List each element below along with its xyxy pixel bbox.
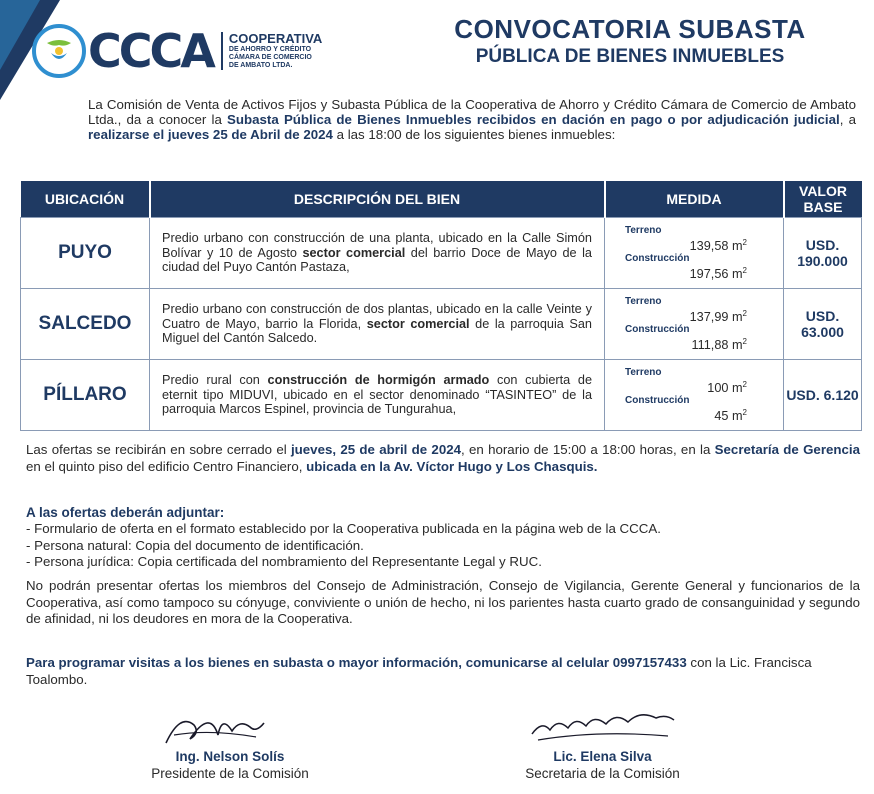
construccion-value: 197,56 $m^2$ bbox=[689, 266, 747, 282]
row-measure bbox=[605, 218, 784, 289]
intro-paragraph bbox=[88, 97, 856, 142]
logo-letters: CCCA bbox=[88, 24, 213, 78]
table-row bbox=[21, 289, 862, 360]
construccion-label: Construcción bbox=[625, 253, 690, 264]
row-location: PÍLLARO bbox=[21, 360, 150, 431]
restrictions-paragraph: No podrán presentar ofertas los miembros del Consejo de Administración, Consejo de Vigilancia, Gerente General y funcionarios de la Cooperativa, así como tampoco su cónyuge, conviviente o unión de hecho, ni los parientes hasta cuarto grado de consanguinidad y segundo de afinidad, ni los deudores en mora de la Cooperativa. bbox=[26, 578, 860, 626]
row-measure bbox=[605, 360, 784, 431]
header-valor: VALOR BASE bbox=[784, 181, 862, 218]
signature-1-scribble bbox=[160, 705, 270, 753]
row-description bbox=[150, 218, 605, 289]
attach-title: A las ofertas deberán adjuntar: bbox=[26, 505, 225, 520]
terreno-label: Terreno bbox=[625, 295, 662, 307]
unit: m bbox=[731, 409, 743, 424]
unit: m bbox=[731, 381, 743, 395]
offers-text: Las ofertas se recibirán en sobre cerrado el bbox=[26, 442, 291, 457]
table-row bbox=[21, 218, 862, 289]
table-header-row bbox=[21, 181, 862, 218]
unit: m bbox=[731, 267, 743, 282]
list-item: - Formulario de oferta en el formato establecido por la Cooperativa publicada en la página web de la CCCA. bbox=[26, 521, 661, 536]
construccion-value: 45 $m^2$ bbox=[714, 408, 747, 424]
row-value: USD. 63.000 bbox=[784, 289, 862, 360]
signer-name: Ing. Nelson Solís bbox=[175, 749, 285, 764]
signer-name: Lic. Elena Silva bbox=[553, 749, 652, 764]
offers-bold: ubicada en la Av. Víctor Hugo y Los Chasquis. bbox=[306, 458, 598, 474]
construccion-number: 111,88 bbox=[691, 338, 729, 353]
row-location: PUYO bbox=[21, 218, 150, 289]
unit: m bbox=[731, 239, 743, 253]
construccion-label: Construcción bbox=[625, 324, 690, 335]
terreno-value: 100 $m^2$ bbox=[707, 379, 747, 395]
offers-paragraph bbox=[26, 442, 860, 475]
desc-text: del barrio Doce de Mayo de la ciudad del Puyo Cantón Pastaza, bbox=[162, 245, 592, 275]
title-line2: PÚBLICA DE BIENES INMUEBLES bbox=[475, 46, 785, 67]
terreno-number: 139,58 bbox=[689, 239, 729, 253]
list-item: - Persona natural: Copia del documento de identificación. bbox=[26, 537, 364, 553]
header-descripcion: DESCRIPCIÓN DEL BIEN bbox=[150, 181, 605, 218]
logo-emblem-icon bbox=[32, 24, 86, 78]
construccion-value: 111,88 $m^2$ bbox=[691, 337, 747, 353]
terreno-value: 139,58 $m^2$ bbox=[689, 237, 747, 253]
construccion-number: 45 bbox=[714, 409, 729, 424]
title-line1: CONVOCATORIA SUBASTA bbox=[454, 14, 806, 44]
table-row bbox=[21, 360, 862, 431]
signature-1 bbox=[120, 748, 340, 782]
signer-role: Secretaria de la Comisión bbox=[525, 766, 680, 781]
construccion-number: 197,56 bbox=[689, 267, 729, 282]
intro-text-1: La Comisión de Venta de Activos Fijos y Subasta Pública de la Cooperativa de Ahorro y Crédito Cámara de Comercio de Ambato Ltda., da a conocer la bbox=[88, 97, 856, 127]
contact-text: con la Lic. Francisca Toalombo. bbox=[26, 655, 812, 687]
row-description bbox=[150, 289, 605, 360]
offers-bold: jueves, 25 de abril de 2024 bbox=[290, 442, 462, 457]
list-item: - Persona jurídica: Copia certificada del nombramiento del Representante Legal y RUC. bbox=[26, 554, 542, 569]
logo-sub3: DE AMBATO LTDA. bbox=[228, 62, 293, 69]
logo-name: COOPERATIVA bbox=[228, 31, 323, 46]
intro-bold-1: Subasta Pública de Bienes Inmuebles recibidos en dación en pago o por adjudicación judicial bbox=[227, 112, 840, 127]
desc-text: Predio urbano con construcción de una planta, ubicado en la Calle Simón Bolívar y 10 de Agosto bbox=[162, 231, 592, 260]
row-measure bbox=[605, 289, 784, 360]
desc-text: Predio rural con bbox=[162, 373, 268, 388]
terreno-label: Terreno bbox=[625, 366, 662, 378]
logo-text bbox=[221, 32, 322, 70]
terreno-number: 100 bbox=[707, 381, 729, 395]
desc-text: con cubierta de eternit tipo MIDUVI, ubicado en el sector denominado “TASINTEO” de la parroquia Marcos Espinel, provincia de Tungurahua, bbox=[162, 373, 593, 417]
desc-text: de la parroquia San Miguel del Cantón Salcedo. bbox=[162, 316, 592, 346]
intro-text-2: , a bbox=[839, 112, 856, 127]
signature-2-scribble bbox=[528, 700, 678, 750]
row-value: USD. 190.000 bbox=[784, 218, 862, 289]
signature-2 bbox=[490, 748, 715, 782]
offers-text: en el quinto piso del edificio Centro Financiero, bbox=[26, 458, 307, 474]
desc-bold: sector comercial bbox=[366, 316, 470, 331]
property-table bbox=[20, 181, 862, 431]
intro-text-3: a las 18:00 de los siguientes bienes inmuebles: bbox=[332, 127, 616, 142]
logo bbox=[32, 24, 322, 78]
unit: m bbox=[731, 310, 743, 324]
contact-bold: Para programar visitas a los bienes en subasta o mayor información, comunicarse al celular 0997157433 bbox=[26, 655, 687, 670]
row-value: USD. 6.120 bbox=[784, 360, 862, 431]
attach-list bbox=[26, 521, 866, 571]
terreno-value: 137,99 $m^2$ bbox=[689, 308, 747, 324]
offers-text: , en horario de 15:00 a 18:00 horas, en la bbox=[461, 442, 715, 457]
unit: m bbox=[731, 338, 743, 353]
terreno-label: Terreno bbox=[625, 224, 662, 236]
terreno-number: 137,99 bbox=[689, 310, 729, 324]
offers-bold: Secretaría de Gerencia bbox=[714, 442, 860, 457]
header-ubicacion: UBICACIÓN bbox=[21, 181, 150, 218]
desc-bold: construcción de hormigón armado bbox=[267, 373, 490, 388]
header-medida: MEDIDA bbox=[605, 181, 784, 218]
logo-sub1: DE AHORRO Y CRÉDITO bbox=[228, 46, 312, 53]
row-description bbox=[150, 360, 605, 431]
contact-paragraph bbox=[26, 655, 866, 688]
desc-bold: sector comercial bbox=[302, 245, 406, 260]
construccion-label: Construcción bbox=[625, 395, 690, 406]
row-location: SALCEDO bbox=[21, 289, 150, 360]
signer-role: Presidente de la Comisión bbox=[151, 766, 309, 781]
logo-sub2: CÁMARA DE COMERCIO bbox=[228, 54, 312, 61]
intro-bold-2: realizarse el jueves 25 de Abril de 2024 bbox=[88, 127, 333, 142]
desc-text: Predio urbano con construcción de dos plantas, ubicado en la calle Veinte y Cuatro de Mayo, barrio la Florida, bbox=[162, 302, 592, 331]
